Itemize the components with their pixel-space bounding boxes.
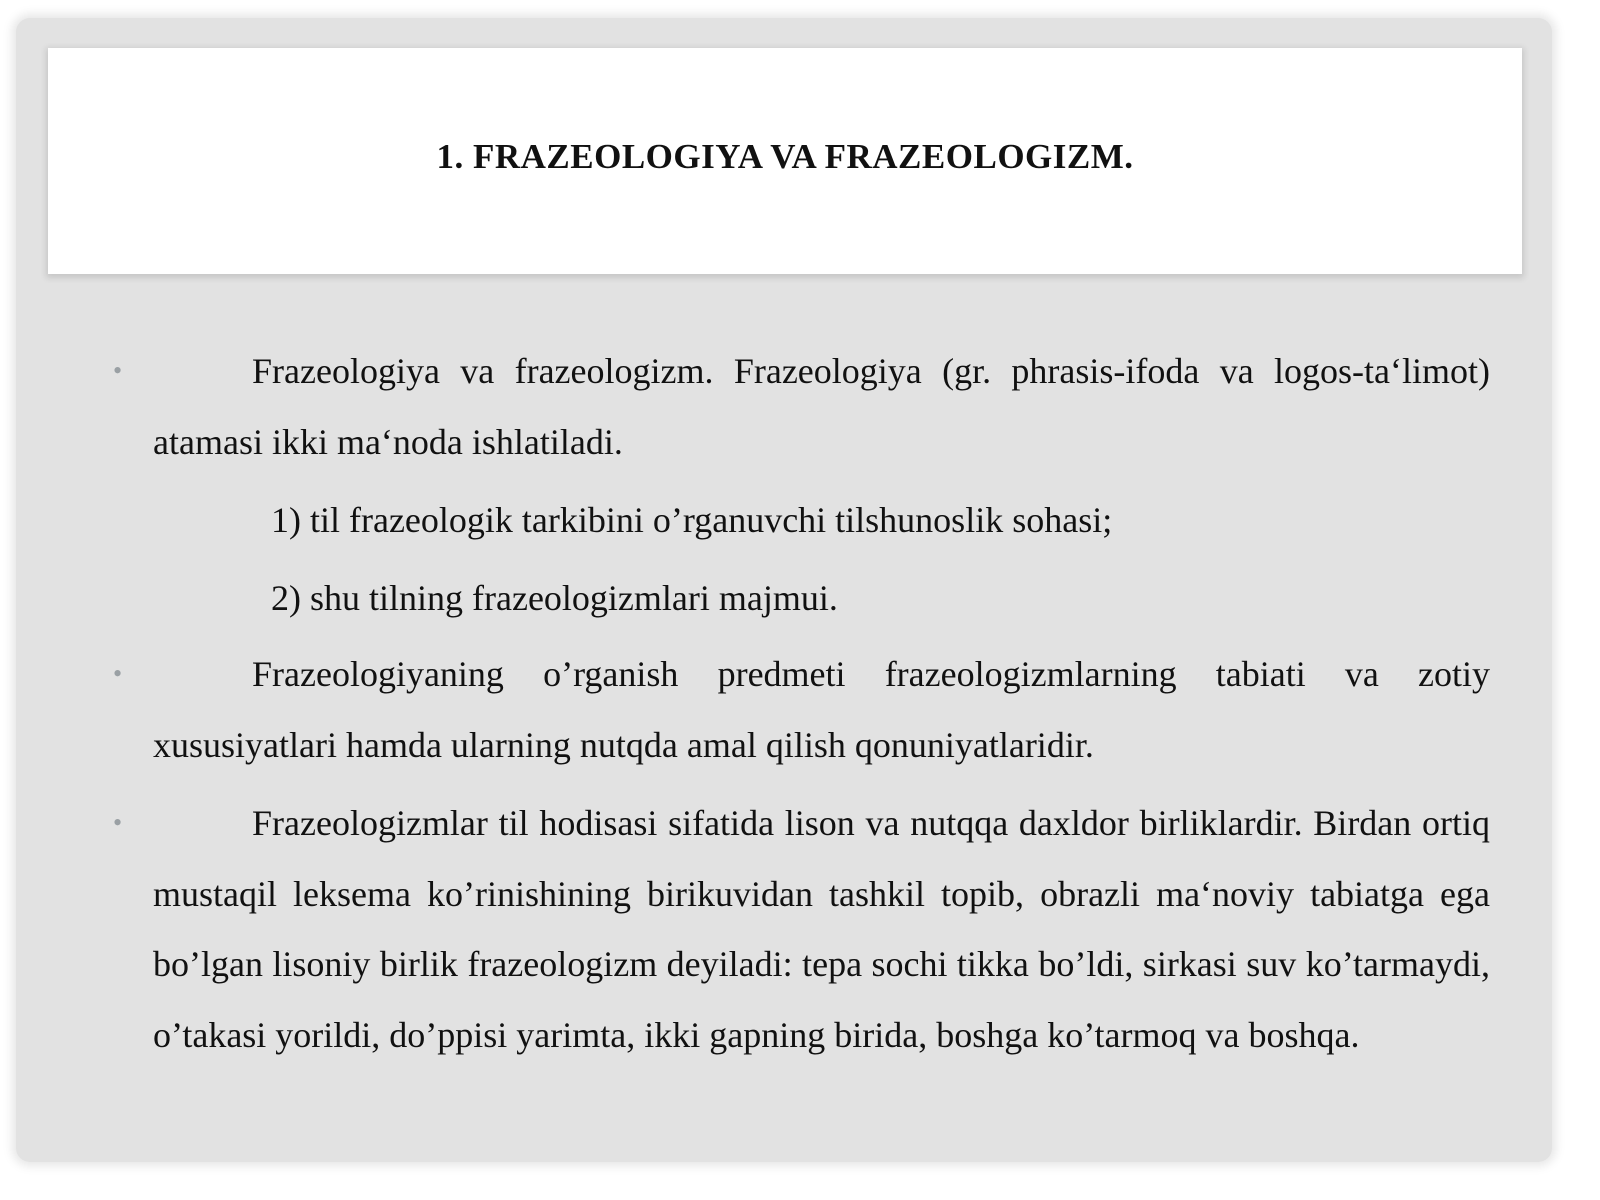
slide-title: 1. FRAZEOLOGIYA VA FRAZEOLOGIZM.: [436, 137, 1134, 176]
bullet-text: Frazeologizmlar til hodisasi sifatida lison va nutqqa daxldor birliklardir. Birdan ortiq mustaqil leksema ko’rinishining birikuvidan tashkil topib, obrazli ma‘noviy tabiatga ega bo’lgan lisoniy birlik frazeologizm deyiladi: tepa sochi tikka bo’ldi, sirkasi suv ko’tarmaydi, o’takasi yorildi, do’ppisi yarimta, ikki gapning birida, boshga ko’tarmoq va boshqa.: [153, 803, 1490, 1055]
sub-item-2: 2) shu tilning frazeologizmlari majmui.: [271, 578, 838, 618]
bullet-text: Frazeologiyaning o’rganish predmeti frazeologizmlarning tabiati va zotiy xususiyatlari hamda ularning nutqda amal qilish qonuniyatlaridir.: [153, 654, 1490, 765]
bullet-icon: •: [113, 356, 123, 385]
sub-item-1: 1) til frazeologik tarkibini o’rganuvchi tilshunoslik sohasi;: [271, 500, 1113, 540]
slide-content: [110, 336, 1490, 1070]
bullet-icon: •: [113, 659, 123, 688]
bullet-item-3: [110, 788, 1490, 1070]
bullet-text: Frazeologiya va frazeologizm. Frazeologiya (gr. phrasis-ifoda va logos-ta‘limot) atamasi ikki ma‘noda ishlatiladi.: [153, 351, 1490, 462]
slide: [16, 18, 1552, 1162]
bullet-icon: •: [113, 808, 123, 837]
bullet-item-2: [110, 639, 1490, 780]
title-box: [48, 48, 1522, 274]
bullet-item-1: [110, 336, 1490, 477]
